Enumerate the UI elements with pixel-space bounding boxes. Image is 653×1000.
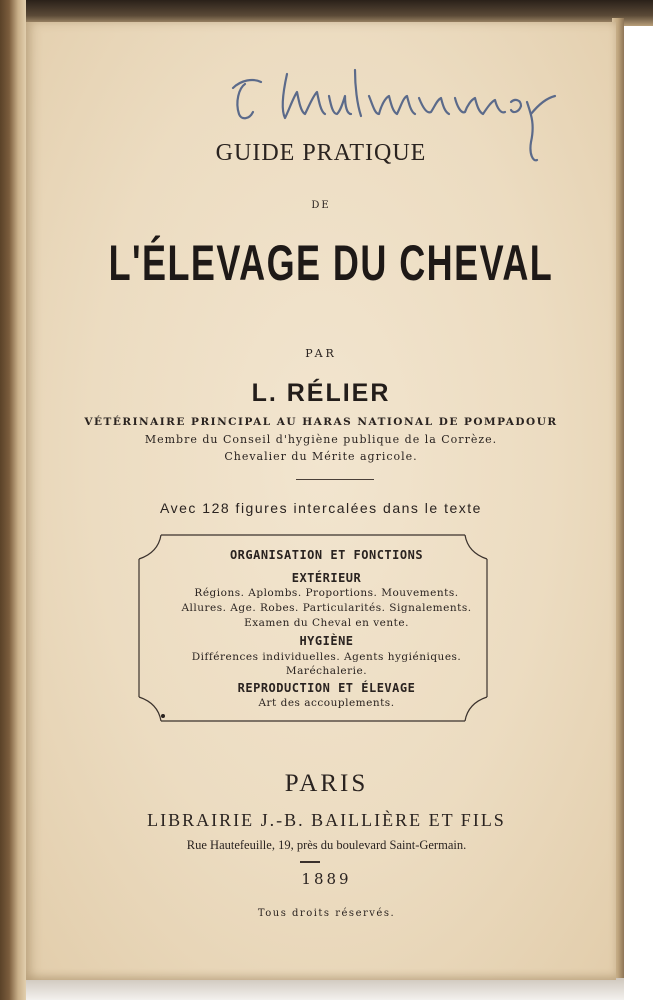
- toc-heading-reproduction: REPRODUCTION ET ÉLEVAGE: [237, 681, 416, 695]
- imprint-publisher: LIBRAIRIE J.-B. BAILLIÈRE ET FILS: [147, 810, 506, 830]
- imprint-address: Rue Hautefeuille, 19, près du boulevard Saint-Germain.: [186, 838, 467, 852]
- imprint-dash: [300, 861, 320, 863]
- figures-note: Avec 128 figures intercalées dans le texte: [160, 500, 482, 516]
- toc-heading-hygiene: HYGIÈNE: [299, 634, 354, 648]
- by-label: PAR: [305, 347, 337, 360]
- toc-line: Examen du Cheval en vente.: [244, 617, 409, 629]
- title-page: [26, 22, 616, 980]
- toc-line: Maréchalerie.: [285, 665, 368, 677]
- toc-line: Art des accouplements.: [258, 697, 395, 709]
- title-preposition: DE: [311, 200, 331, 211]
- divider-rule: [296, 479, 374, 480]
- main-title: L'ÉLEVAGE DU CHEVAL: [108, 235, 554, 291]
- author-affiliation-2: Membre du Conseil d'hygiène publique de la Corrèze.: [144, 433, 498, 446]
- toc-heading-organisation: ORGANISATION ET FONCTIONS: [229, 548, 424, 562]
- rights-notice: Tous droits réservés.: [257, 908, 396, 919]
- imprint-city: PARIS: [284, 770, 369, 797]
- author-affiliation-3: Chevalier du Mérite agricole.: [224, 450, 418, 463]
- imprint-year: 1889: [301, 870, 352, 888]
- author-name: L. RÉLIER: [251, 379, 391, 407]
- toc-heading-exterieur: EXTÉRIEUR: [291, 571, 362, 585]
- toc-line: Différences individuelles. Agents hygiéniques.: [191, 651, 462, 663]
- author-affiliation-1: VÉTÉRINAIRE PRINCIPAL AU HARAS NATIONAL DE POMPADOUR: [84, 416, 558, 428]
- page-bottom-shadow: [26, 978, 624, 1000]
- toc-line: Régions. Aplombs. Proportions. Mouvements.: [194, 587, 459, 599]
- title-line-1: GUIDE PRATIQUE: [215, 140, 427, 166]
- toc-line: Allures. Age. Robes. Particularités. Signalements.: [181, 602, 472, 614]
